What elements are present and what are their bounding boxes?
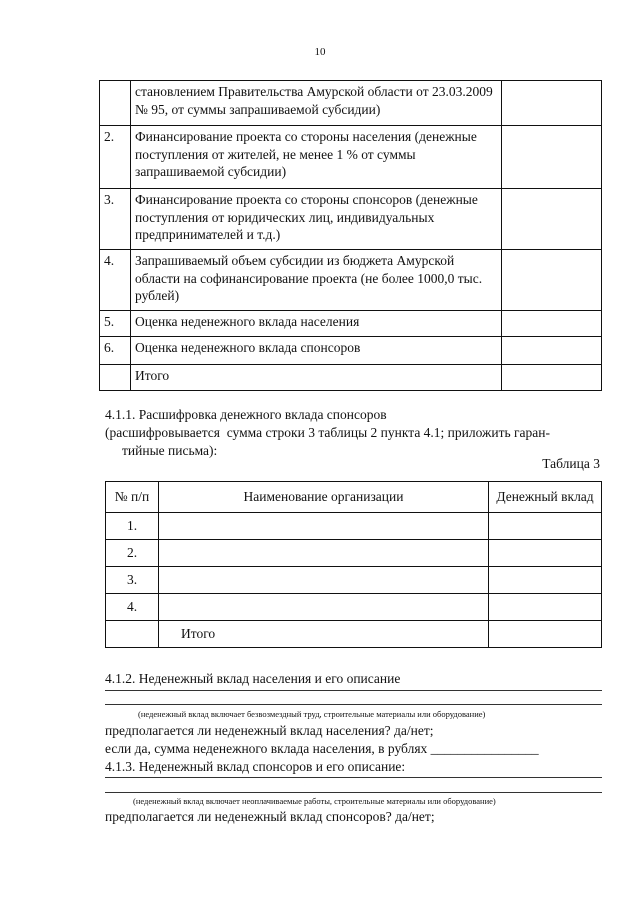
table-row <box>100 189 602 250</box>
row-text: Итого <box>131 365 502 391</box>
row-number: 6. <box>100 337 131 365</box>
row-number: 4. <box>106 594 159 621</box>
row-number: 2. <box>106 540 159 567</box>
table-row <box>100 126 602 189</box>
row-number <box>100 81 131 126</box>
table-row <box>106 513 602 540</box>
organization-cell[interactable] <box>159 594 489 621</box>
row-value <box>502 337 602 365</box>
organization-cell[interactable] <box>159 567 489 594</box>
amount-cell[interactable] <box>489 513 602 540</box>
amount-cell[interactable] <box>489 567 602 594</box>
row-number: 4. <box>100 250 131 311</box>
row-value <box>502 311 602 337</box>
row-number: 5. <box>100 311 131 337</box>
amount-cell[interactable] <box>489 540 602 567</box>
section-412-title: 4.1.2. Неденежный вклад населения и его описание <box>105 671 401 686</box>
row-value <box>502 126 602 189</box>
row-text: Финансирование проекта со стороны населения (денежные поступления от жителей, не менее 1 % от суммы запрашиваемой субсидии) <box>131 126 502 189</box>
fill-line[interactable] <box>105 792 602 793</box>
organization-cell[interactable] <box>159 540 489 567</box>
table-row <box>100 250 602 311</box>
row-text: Оценка неденежного вклада спонсоров <box>131 337 502 365</box>
table-row <box>100 337 602 365</box>
row-text: становлением Правительства Амурской области от 23.03.2009 № 95, от суммы запрашиваемой субсидии) <box>131 81 502 126</box>
row-value <box>502 81 602 126</box>
column-header-number: № п/п <box>106 482 159 513</box>
table-row <box>100 365 602 391</box>
table-row <box>106 540 602 567</box>
fill-line[interactable] <box>105 777 602 778</box>
row-text: Финансирование проекта со стороны спонсоров (денежные поступления от юридических лиц, индивидуальных предпринимателей и т.д.) <box>131 189 502 250</box>
funding-table <box>99 80 602 391</box>
section-411-title: 4.1.1. Расшифровка денежного вклада спонсоров <box>105 407 387 422</box>
row-number: 1. <box>106 513 159 540</box>
column-header-organization: Наименование организации <box>159 482 489 513</box>
table3-caption: Таблица 3 <box>542 456 600 471</box>
table-row <box>100 311 602 337</box>
row-number <box>100 365 131 391</box>
total-number-cell <box>106 621 159 648</box>
section-411-description: (расшифровывается сумма строки 3 таблицы 2 пункта 4.1; приложить гаран- <box>105 425 551 440</box>
row-text: Оценка неденежного вклада населения <box>131 311 502 337</box>
amount-cell[interactable] <box>489 594 602 621</box>
section-413-note: (неденежный вклад включает неоплачиваемые работы, строительные материалы или оборудование) <box>133 796 496 806</box>
table-row <box>106 594 602 621</box>
row-number: 3. <box>106 567 159 594</box>
section-412-note: (неденежный вклад включает безвозмездный труд, строительные материалы или оборудование) <box>138 709 486 719</box>
section-413-question: предполагается ли неденежный вклад спонсоров? да/нет; <box>105 809 435 824</box>
table-total-row <box>106 621 602 648</box>
total-amount-cell[interactable] <box>489 621 602 648</box>
total-label: Итого <box>159 621 489 648</box>
sponsors-table <box>105 481 602 648</box>
fill-line[interactable] <box>105 704 602 705</box>
organization-cell[interactable] <box>159 513 489 540</box>
fill-line[interactable] <box>105 690 602 691</box>
row-number: 2. <box>100 126 131 189</box>
table-row <box>100 81 602 126</box>
page-number: 10 <box>314 46 326 58</box>
table-row <box>106 567 602 594</box>
section-413-title: 4.1.3. Неденежный вклад спонсоров и его описание: <box>105 759 406 774</box>
section-412-question: предполагается ли неденежный вклад населения? да/нет; <box>105 723 434 738</box>
row-number: 3. <box>100 189 131 250</box>
row-text: Запрашиваемый объем субсидии из бюджета Амурской области на софинансирование проекта (не более 1000,0 тыс. рублей) <box>131 250 502 311</box>
row-value <box>502 365 602 391</box>
column-header-amount: Денежный вклад <box>489 482 602 513</box>
row-value <box>502 250 602 311</box>
row-value <box>502 189 602 250</box>
section-412-amount: если да, сумма неденежного вклада населения, в рублях ________________ <box>105 741 539 756</box>
table-header-row <box>106 482 602 513</box>
section-411-description-cont: тийные письма): <box>122 443 218 458</box>
